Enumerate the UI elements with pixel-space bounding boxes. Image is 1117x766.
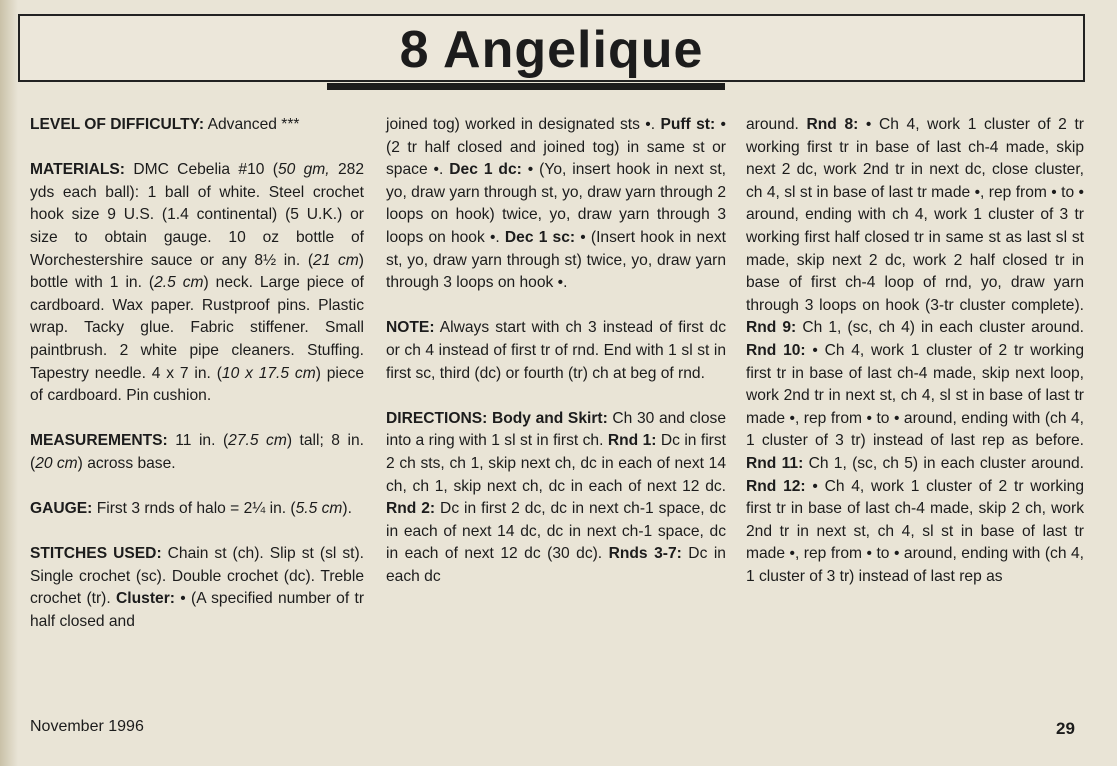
text: DMC Cebelia #10 ( — [125, 161, 278, 179]
title-box — [18, 14, 1085, 82]
text: • (2 tr half closed and joined tog) in same st or space •. — [386, 116, 726, 179]
dec-dc-label: Dec 1 dc: — [449, 161, 522, 179]
text: ) across base. — [77, 454, 176, 472]
text: joined tog) worked in designated sts •. — [386, 116, 661, 133]
text: Always start with ch 3 instead of first dc or ch 4 instead of first tr of rnd. End with 1 sl st in first sc, third (dc) or fourth (tr) ch at beg of rnd. — [386, 319, 726, 382]
text: • Ch 4, work 1 cluster of 2 tr working first tr in base of last ch-4 made, skip next 2 dc, work 2nd tr in next dc, close cluster, ch 4, sl st in base of last tr made •, rep from • to • around, ending with ch 4, work 1 cluster of 3 tr working first half closed tr in same st as last sl st made, skip next 2 dc, work 2 half closed tr in base of first ch-4 loop of rnd, yo, draw yarn through 3 loops on hook (3-tr cluster complete). — [746, 116, 1084, 314]
text: 27.5 cm — [228, 432, 287, 450]
rnd-label: Rnd 12: — [746, 477, 806, 495]
directions-label: DIRECTIONS: Body and Skirt: — [386, 409, 608, 427]
directions — [386, 408, 726, 589]
text: Dc in each dc — [386, 545, 726, 585]
text: Ch 30 and close into a ring with 1 sl st in first ch. — [386, 409, 726, 450]
page-title: 8 Angelique — [399, 21, 704, 79]
text: • Ch 4, work 1 cluster of 2 tr working first tr in base of last ch-4 made, skip next loop, work 2nd tr in next st, ch 4, sl st in base of last tr made •, rep from • to • around, ending with (ch 4, 1 cluster of 3 tr) instead of last rep as before. — [746, 341, 1084, 450]
rnd-label: Rnd 8: — [806, 116, 859, 133]
puff-st-label: Puff st: — [660, 116, 716, 133]
note — [386, 317, 726, 385]
text: ) bottle with 1 in. ( — [30, 251, 364, 292]
dec-sc-label: Dec 1 sc: — [504, 228, 576, 246]
rnd-label: Rnd 2: — [386, 500, 436, 518]
stitch-definitions — [386, 114, 726, 295]
text: Dc in first 2 ch sts, ch 1, skip next ch, dc in each of next 14 ch, ch 1, skip next ch, dc in each of next 12 dc. — [386, 432, 727, 495]
footer-date: November 1996 — [30, 718, 144, 735]
level-of-difficulty — [30, 114, 364, 137]
stitches-label: STITCHES USED: — [30, 545, 162, 563]
text: ). — [342, 500, 352, 518]
text: • (Yo, insert hook in next st, yo, draw yarn through st, yo, draw yarn through 2 loops on hook) twice, yo, draw yarn through 3 loops on hook •. — [386, 161, 726, 246]
text: 20 cm — [35, 454, 78, 472]
text: • Ch 4, work 1 cluster of 2 tr working first tr in base of last ch-4 made, skip 2 ch, work 2nd tr in next st, ch 4, sl st in base of last tr made •, rep from • to • around, ending with (ch 4, 1 cluster of 3 tr) instead of last rep as — [746, 477, 1084, 585]
text: First 3 rnds of halo = 2¼ in. ( — [92, 500, 296, 518]
column-2 — [386, 114, 726, 611]
measurements — [30, 430, 364, 475]
materials-label: MATERIALS: — [30, 161, 125, 179]
text: 5.5 cm — [295, 500, 343, 518]
materials — [30, 159, 364, 408]
text: 2.5 cm — [154, 274, 204, 292]
measurements-label: MEASUREMENTS: — [30, 432, 168, 450]
text: ) tall; 8 in. ( — [30, 432, 364, 472]
stitches-used — [30, 543, 364, 633]
gauge — [30, 498, 364, 521]
page-number: 29 — [1056, 719, 1075, 738]
text: 10 x 17.5 cm — [221, 364, 316, 382]
rnd-label: Rnd 9: — [746, 319, 797, 337]
rnd-label: Rnds 3-7: — [608, 545, 682, 563]
text: 50 gm, — [277, 161, 330, 179]
text: ) piece of cardboard. Pin cushion. — [30, 364, 364, 405]
text: Ch 1, (sc, ch 5) in each cluster around. — [803, 454, 1084, 472]
note-label: NOTE: — [386, 319, 435, 337]
text: Chain st (ch). Slip st (sl st). Single crochet (sc). Double crochet (dc). Treble crochet (tr). — [30, 545, 364, 608]
text: ) neck. Large piece of cardboard. Wax paper. Rustproof pins. Plastic wrap. Tacky glue. Fabric stiffener. Small paintbrush. 2 white pipe cleaners. Stuffing. Tapestry needle. 4 x 7 in. ( — [30, 274, 365, 382]
level-value: Advanced *** — [204, 116, 300, 133]
text: 21 cm — [313, 251, 359, 269]
column-1 — [30, 114, 364, 656]
title-underline — [327, 83, 725, 90]
directions-continued — [746, 114, 1084, 588]
text: Dc in first 2 dc, dc in next ch-1 space, dc in each of next 14 dc, dc in next ch-1 space, dc in each of next 12 dc (30 dc). — [386, 500, 727, 563]
text: 282 yds each ball): 1 ball of white. Steel crochet hook size 9 U.S. (1.4 continental) (5 U.K.) or size to obtain gauge. 10 oz bottle of Worchestershire sauce or any 8½ in. ( — [30, 161, 364, 269]
text: Ch 1, (sc, ch 4) in each cluster around. — [796, 319, 1084, 337]
rnd-label: Rnd 11: — [746, 454, 804, 472]
text: around. — [746, 116, 807, 133]
text: • (Insert hook in next st, yo, draw yarn through st) twice, yo, draw yarn through 3 loops on hook •. — [386, 228, 727, 292]
rnd-label: Rnd 1: — [607, 432, 657, 450]
rnd-label: Rnd 10: — [746, 341, 806, 359]
cluster-label: Cluster: — [116, 590, 175, 608]
page-spine-shadow — [0, 0, 18, 766]
gauge-label: GAUGE: — [30, 500, 93, 518]
text: • (A specified number of tr half closed and — [30, 590, 365, 631]
level-label: LEVEL OF DIFFICULTY: — [30, 116, 205, 133]
column-3 — [746, 114, 1084, 611]
text: 11 in. ( — [167, 432, 229, 450]
